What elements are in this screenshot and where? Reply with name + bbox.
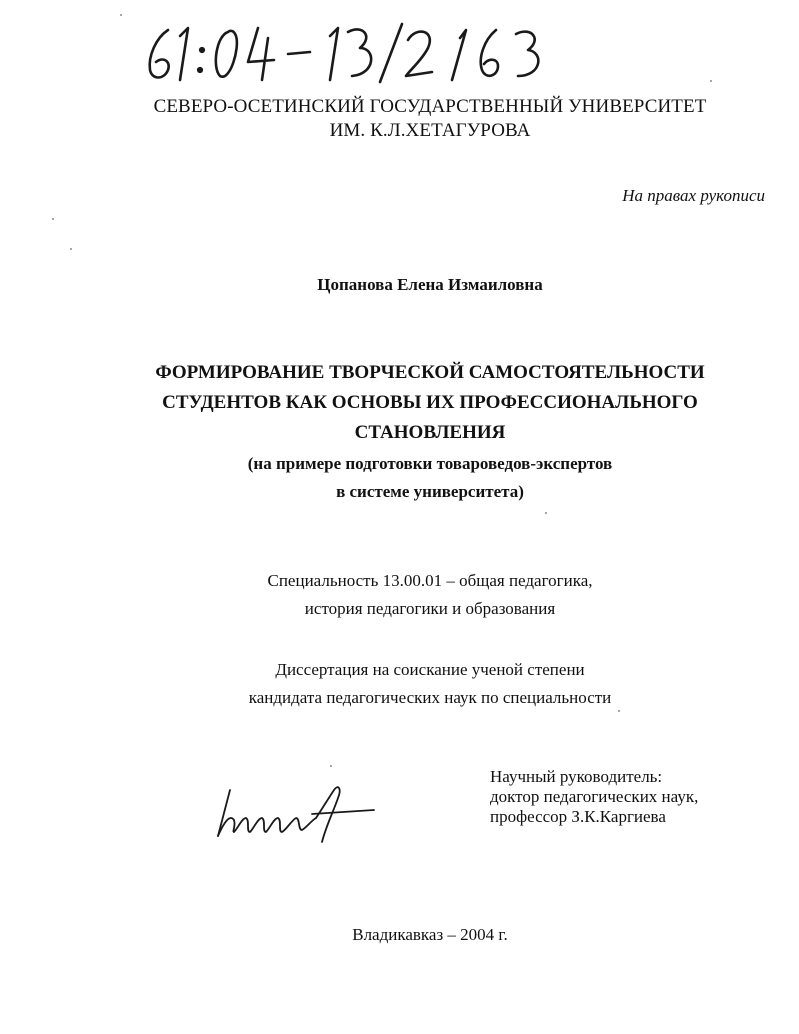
advisor-degree: доктор педагогических наук, (490, 787, 699, 806)
thesis-title-line: СТАНОВЛЕНИЯ (354, 422, 506, 443)
scan-speck (330, 765, 332, 767)
handwritten-catalog-number (140, 18, 560, 86)
university-named-after: ИМ. К.Л.ХЕТАГУРОВА (329, 120, 531, 141)
thesis-title-line: СТУДЕНТОВ КАК ОСНОВЫ ИХ ПРОФЕССИОНАЛЬНОГО (162, 392, 698, 413)
thesis-title-line: ФОРМИРОВАНИЕ ТВОРЧЕСКОЙ САМОСТОЯТЕЛЬНОСТИ (155, 362, 705, 383)
scan-speck (545, 512, 547, 514)
author-name: Цопанова Елена Измаиловна (317, 275, 543, 294)
signature (208, 778, 378, 848)
advisor-label: Научный руководитель: (490, 767, 663, 786)
manuscript-rights-notice: На правах рукописи (622, 186, 765, 205)
advisor-name: профессор З.К.Каргиева (490, 807, 666, 826)
city-and-year: Владикавказ – 2004 г. (352, 925, 508, 944)
specialty-line: история педагогики и образования (304, 599, 556, 618)
scan-speck (710, 80, 712, 82)
scan-speck (52, 218, 54, 220)
thesis-subtitle-line: в системе университета) (336, 482, 524, 501)
specialty-line: Специальность 13.00.01 – общая педагогика, (267, 571, 593, 590)
degree-statement-line: Диссертация на соискание ученой степени (275, 660, 585, 679)
thesis-subtitle-line: (на примере подготовки товароведов-экспертов (247, 454, 613, 473)
scan-speck (70, 248, 72, 250)
degree-statement-line: кандидата педагогических наук по специальности (248, 688, 612, 707)
scan-speck (618, 710, 620, 712)
university-name: СЕВЕРО-ОСЕТИНСКИЙ ГОСУДАРСТВЕННЫЙ УНИВЕРСИТЕТ (153, 96, 707, 117)
scan-speck (120, 14, 122, 16)
